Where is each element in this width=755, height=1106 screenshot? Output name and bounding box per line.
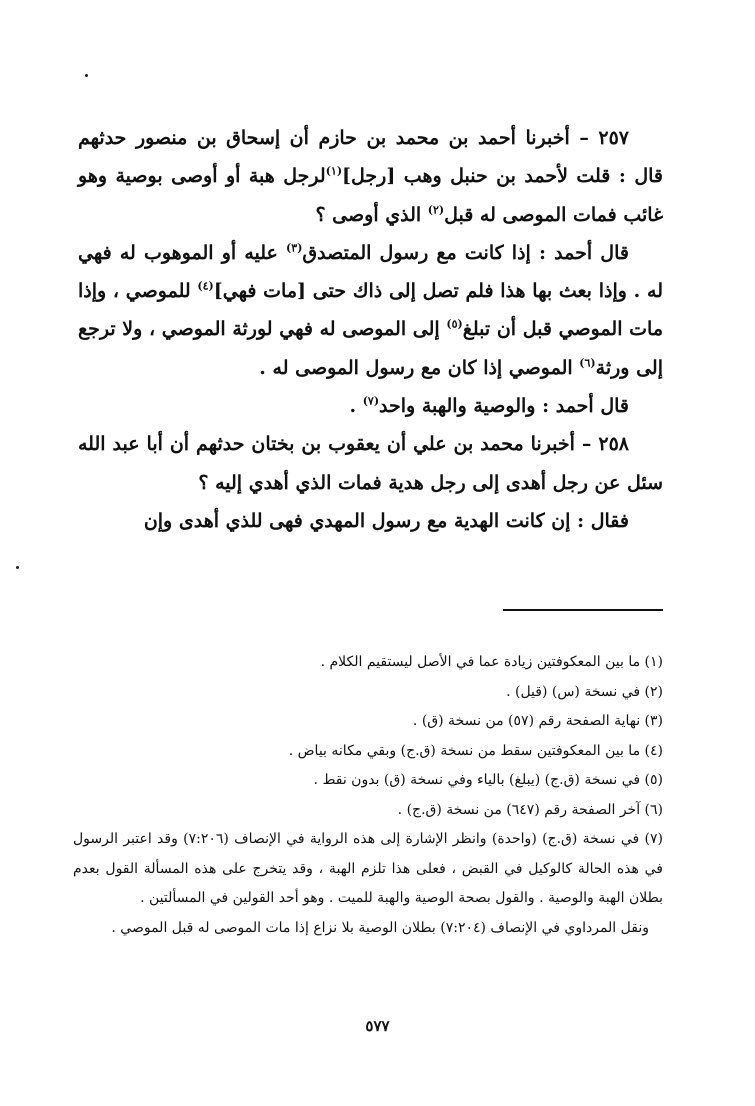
footnote-7-continuation: ونقل المرداوي في الإنصاف (٧:٢٠٤) بطلان الوصية بلا نزاع إذا مات الموصى له قبل الموصي . [111,919,649,936]
footnote-4: (٤) ما بين المعكوفتين سقط من نسخة (ق.ج) وبقي مكانه بياض . [288,742,663,759]
footnote-marker-2[interactable]: (٢) [427,203,445,217]
footnote-marker-4[interactable]: (٤) [197,279,214,293]
footnote-marker-5[interactable]: (٥) [446,318,463,332]
footnote-marker-7[interactable]: (٧) [362,394,380,408]
footnotes [73,648,663,943]
footnote-marker-1[interactable]: (١) [325,164,343,178]
footnote-5: (٥) في نسخة (ق.ج) (يبلغ) بالياء وفي نسخة (ق) بدون نقط . [313,772,663,788]
footnote-marker-6[interactable]: (٦) [579,356,596,370]
footnote-3: (٣) نهاية الصفحة رقم (٥٧) من نسخة (ق) . [412,713,663,729]
scan-speck [16,566,19,569]
scan-speck [85,74,88,77]
paragraph-answer-258: فقال : إن كانت الهدية مع رسول المهدي فهى للذي أهدى وإن [143,509,629,532]
paragraph-257: ٢٥٧ – أخبرنا أحمد بن محمد بن حازم أن إسحاق بن منصور حدثهم قال : قلت لأحمد بن حنبل وهب [رجل]$^{(١)}$لرجل هبة أو أوصى بوصية وهو غائب فمات الموصى له قبل$^{(٢)}$ الذي أوصى ؟ [78,127,663,226]
footnote-1: (١) ما بين المعكوفتين زيادة عما في الأصل ليستقيم الكلام . [320,654,663,670]
footnote-7: (٧) في نسخة (ق.ج) (واحدة) وانظر الإشارة إلى هذه الرواية في الإنصاف (٧:٢٠٦) وقد اعتبر الرسول في هذه الحالة كالوكيل في القبض ، فعلى هذا تلزم الهبة ، وقد يتخرج على هذه المسألة القول بعدم بطلان الهبة والوصية . والقول بصحة الوصية والهبة للميت . وهو أحد القولين في المسألتين . [73,831,664,906]
footnote-marker-3[interactable]: (٣) [286,241,303,255]
main-text [78,119,663,540]
footnote-2: (٢) في نسخة (س) (قيل) . [506,683,663,700]
footnote-6: (٦) آخر الصفحة رقم (٦٤٧) من نسخة (ق.ج) . [397,801,663,818]
paragraph-258: ٢٥٨ – أخبرنا محمد بن علي أن يعقوب بن بختان حدثهم أن أبا عبد الله سئل عن رجل أهدى إلى رجل هدية فمات الذي أهدي إليه ؟ [78,433,663,494]
footnote-separator [503,609,663,611]
page-number: ٥٧٧ [365,1017,390,1035]
paragraph-ahmad-answer: قال أحمد : إذا كانت مع رسول المتصدق$^{(٣)}$ عليه أو الموهوب له فهي له . وإذا بعث بها هذا فلم تصل إلى ذاك حتى [مات فهي]$^{(٤)}$ للموصي ، وإذا مات الموصي قبل أن تبلغ$^{(٥)}$ إلى الموصى له فهي لورثة الموصي ، ولا ترجع إلى ورثة$^{(٦)}$ الموصي إذا كان مع رسول الموصى له . [78,241,663,379]
paragraph-ahmad-statement: قال أحمد : والوصية والهبة واحد$^{(٧)}$ . [349,394,629,418]
